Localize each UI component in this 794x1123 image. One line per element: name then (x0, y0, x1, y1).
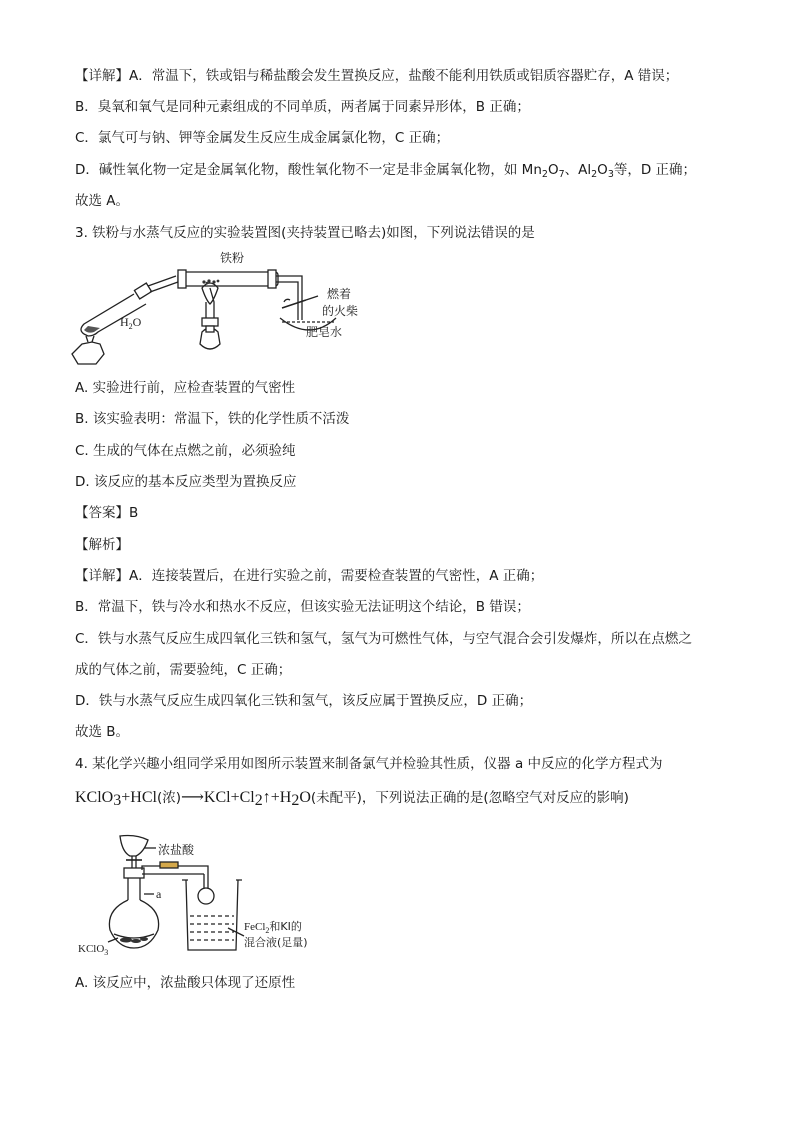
label-iron-powder: 铁粉 (220, 251, 245, 265)
label-kclo3: KClO$_3$ (78, 943, 109, 957)
q3-option-a: A. 实验进行前，应检查装置的气密性 (75, 380, 296, 396)
q4-stem: 4. 某化学兴趣小组同学采用如图所示装置来制备氯气并检验其性质，仪器 a 中反应的化学方程式为 (75, 756, 663, 772)
q3-detail-b: B．常温下，铁与冷水和热水不反应，但该实验无法证明这个结论，B 错误； (75, 599, 530, 615)
q4-apparatus-figure (78, 830, 348, 960)
q3-detail-c1: C．铁与水蒸气反应生成四氧化三铁和氢气，氢气为可燃性气体，与空气混合会引发爆炸，所以在点燃之 (75, 631, 692, 647)
q2-detail-b: B．臭氧和氧气是同种元素组成的不同单质，两者属于同素异形体，B 正确； (75, 99, 530, 115)
label-mix-2: 混合液(足量) (244, 936, 308, 949)
label-match-1: 燃着 (327, 287, 352, 301)
q3-answer: 【答案】B (75, 505, 139, 521)
label-conc-hcl: 浓盐酸 (158, 843, 195, 857)
q3-detail-c2: 成的气体之前，需要验纯，C 正确； (75, 662, 292, 678)
label-match-2: 的火柴 (322, 304, 359, 318)
q3-stem: 3. 铁粉与水蒸气反应的实验装置图(夹持装置已略去)如图，下列说法错误的是 (75, 225, 535, 241)
label-soap-water: 肥皂水 (306, 325, 343, 339)
q4-option-a: A. 该反应中，浓盐酸只体现了还原性 (75, 975, 296, 991)
q2-detail-c: C．氯气可与钠、钾等金属发生反应生成金属氯化物，C 正确； (75, 130, 450, 146)
q3-analysis-title: 【解析】 (75, 537, 129, 553)
q2-detail-d: D．碱性氧化物一定是金属氧化物，酸性氧化物不一定是非金属氧化物，如 $Mn_2O_7$、$Al_2O_3$等，D 正确； (75, 162, 697, 180)
q4-equation: KClO3+HCl(浓)⟶KCl+Cl2↑+H2O(未配平)，下列说法正确的是(忽略空气对反应的影响) (75, 789, 629, 809)
label-mix-1: FeCl$_2$和KI的 (244, 920, 302, 935)
q2-detail-a: 【详解】A．常温下，铁或铝与稀盐酸会发生置换反应，盐酸不能利用铁质或铝质容器贮存，A 错误； (75, 68, 679, 84)
q3-option-c: C. 生成的气体在点燃之前，必须验纯 (75, 443, 296, 459)
q3-detail-d: D．铁与水蒸气反应生成四氧化三铁和氢气，该反应属于置换反应，D 正确； (75, 693, 533, 709)
q3-detail-a: 【详解】A．连接装置后，在进行实验之前，需要检查装置的气密性，A 正确； (75, 568, 544, 584)
q3-apparatus-figure (70, 248, 370, 370)
q3-conclusion: 故选 B。 (75, 724, 130, 740)
label-a: a (156, 887, 162, 901)
q3-option-d: D. 该反应的基本反应类型为置换反应 (75, 474, 297, 490)
label-water: $H_2O$ (120, 315, 142, 331)
q2-conclusion: 故选 A。 (75, 193, 130, 209)
q3-option-b: B. 该实验表明：常温下，铁的化学性质不活泼 (75, 411, 350, 427)
